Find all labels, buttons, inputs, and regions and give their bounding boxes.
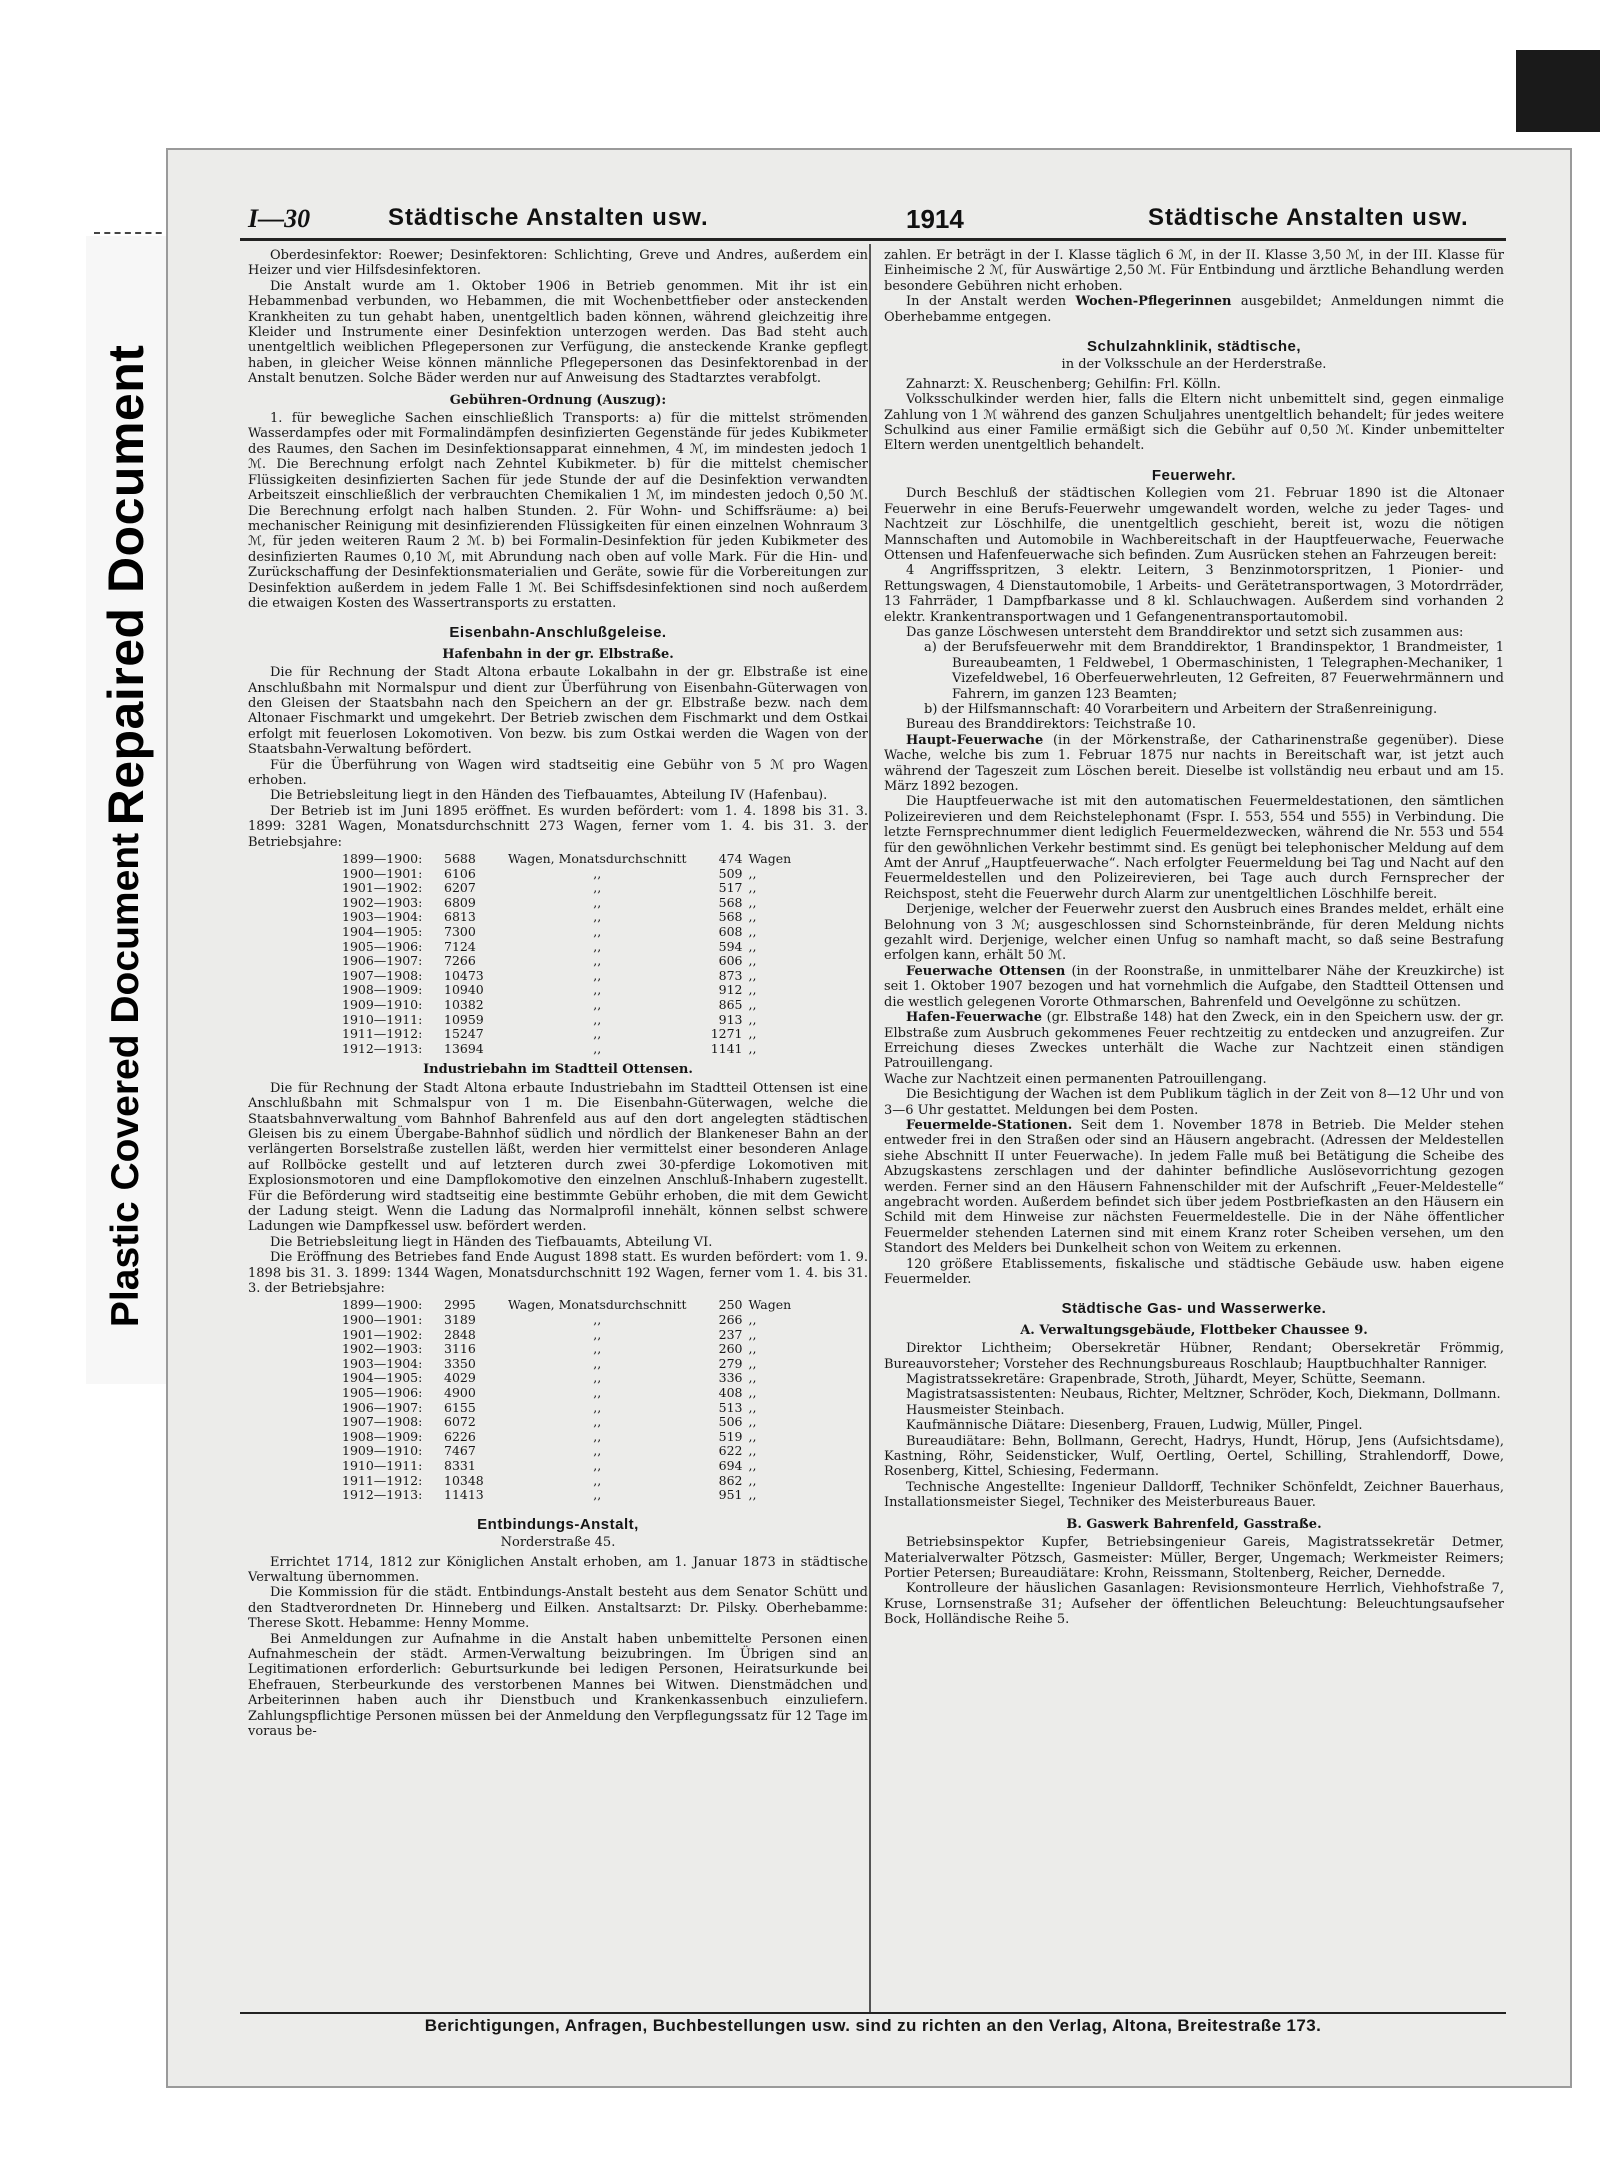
table-cell: 237 [718, 1326, 743, 1342]
paragraph: Hausmeister Steinbach. [906, 1402, 1065, 1418]
table-cell: ,, [748, 967, 757, 983]
year-label: 1914 [906, 204, 964, 234]
section-subheading: A. Verwaltungsgebäude, Flottbeker Chaussee 9. [1020, 1322, 1368, 1338]
table-cell: 6207 [444, 880, 476, 896]
table-cell: 13694 [444, 1040, 484, 1056]
paragraph: 4 Angriffsspritzen, 3 elektr. Leitern, 3 Benzinmotorspritzen, 1 Pionier- und Rettungswagen, 4 Dienstautomobile, 1 Arbeits- und Gerätetransportwagen, 3 Motordrräder, 13 Fahrräder, 1 Dampfbarkasse und 8 kl. Schlauchwagen. Außerdem sind vorhanden 2 elektr. Krankentransportwagen und 1 Gefangenentransportautomobil. [884, 563, 1504, 625]
table-cell: ,, [748, 1355, 757, 1371]
table-cell: ,, [593, 967, 602, 983]
table-cell: Wagen [748, 1297, 792, 1313]
table-cell: 1903—1904: [342, 909, 423, 925]
paragraph: Technische Angestellte: Ingenieur Dalldorff, Techniker Schönfeldt, Zeichner Bauerhaus, Installationsmeister Siegel, Techniker des Meisterbureaus Bauer. [884, 1479, 1504, 1511]
table-cell: 4900 [444, 1385, 476, 1400]
plastic-covered-document-label: Plastic Covered Document [104, 832, 147, 1328]
table-cell: 1912—1913: [342, 1487, 423, 1503]
text-run: (in der Mörkenstraße, der Catharinenstraße gegenüber). Diese Wache, welche bis zum 1. Februar 1875 nur nachts in Bereitschaft war, ist jetzt auch während der Tageszeit zum Löschen bereit. Dieselbe ist vollständig neu erbaut und am 15. März 1892 bezogen. [884, 732, 1504, 794]
table-cell: 1900—1901: [342, 865, 423, 881]
table-row [342, 1488, 797, 1503]
table-row [342, 1444, 797, 1459]
table-cell: 1901—1902: [342, 1326, 423, 1342]
table-cell: 951 [718, 1487, 743, 1503]
scanner-background-corner [1516, 50, 1600, 132]
paragraph: Zahnarzt: X. Reuschenberg; Gehilfin: Frl. Kölln. [906, 376, 1221, 392]
table-row [342, 1328, 797, 1343]
table-cell: 279 [718, 1355, 743, 1371]
table-row [342, 1357, 797, 1372]
paragraph: Bei Anmeldungen zur Aufnahme in die Anstalt haben unbemittelte Personen einen Aufnahmeschein der städt. Armen-Verwaltung beizubringen. Im Übrigen sind an Legitimationen erforderlich: Geburtsurkunde bei ledigen Personen, Heiratsurkunde bei Ehefrauen, Sterbeurkunde des verstorbenen Mannes bei Witwen. Dienstmädchen und Arbeiterinnen haben auch ihr Dienstbuch und Krankenkassenbuch einzuliefern. Zahlungspflichtige Personen müssen bei der Anmeldung den Verpflegungssatz für 12 Tage im voraus be- [248, 1631, 868, 1740]
table-cell: 1910—1911: [342, 1011, 423, 1027]
table-cell: 1899—1900: [342, 851, 423, 867]
table-row [342, 1342, 797, 1357]
table-cell: 6072 [444, 1414, 476, 1430]
bold-term: Wochen-Pflegerinnen [1075, 294, 1232, 310]
section-subheading: Industriebahn im Stadtteil Ottensen. [423, 1062, 693, 1078]
paragraph: Die Besichtigung der Wachen ist dem Publikum täglich in der Zeit von 8—12 Uhr und von 3—6 Uhr gestattet. Meldungen bei dem Posten. [884, 1087, 1504, 1118]
table-cell: 408 [718, 1385, 743, 1400]
table-cell: ,, [593, 938, 602, 954]
table-cell: ,, [593, 1040, 602, 1056]
table-cell: 513 [718, 1399, 743, 1415]
paragraph: Magistratsassistenten: Neubaus, Richter, Meltzner, Schröder, Koch, Diekmann, Dollmann. [906, 1387, 1501, 1403]
table-cell: ,, [593, 909, 602, 925]
paragraph: Kaufmännische Diätare: Diesenberg, Frauen, Ludwig, Müller, Pingel. [906, 1418, 1363, 1434]
table-cell: 10348 [444, 1472, 484, 1488]
text-run: Seit dem 1. November 1878 in Betrieb. Die Melder stehen entweder frei in den Straßen oder sind an Häusern angebracht. (Adressen der Meldestellen siehe Abschnitt II unter Feuerwache). In jedem Falle muß bei Betätigung die Scheibe des Abzugskastens zerschlagen und der dahinter befindliche Auslösevorrichtung gezogen werden. Ferner sind an den Häusern Fahnenschilder mit der Aufschrift „Feuer-Meldestelle“ angebracht worden. Außerdem befindet sich über jedem Postbriefkasten an den Häusern ein Schild mit dem Hinweise zur nächsten Feuermeldestelle. Die in der Nähe öffentlicher Feuermelder stehenden Laternen sind mit einem Kranz roter Scheiben versehen, um den Standort des Melders bei Dunkelheit schon von Weitem zu erkennen. [884, 1117, 1504, 1257]
table-row [342, 896, 797, 911]
list-item: a) der Berufsfeuerwehr mit dem Branddirektor, 1 Brandinspektor, 1 Brandmeister, 1 Bureaubeamten, 1 Feldwebel, 1 Obermaschinisten, 1 Telegraphen-Mechaniker, 1 Vizefeldwebel, 16 Oberfeuerwehrleuten, 12 Gefreiten, 87 Feuerwehrmännern und Fahrern, im ganzen 123 Beamten; [924, 640, 1504, 702]
table-cell: ,, [748, 1326, 757, 1342]
table-cell: 606 [718, 953, 743, 969]
table-cell: 6809 [444, 894, 476, 910]
paragraph: Wache zur Nachtzeit einen permanenten Patrouillengang. [884, 1071, 1267, 1087]
table-cell: 336 [718, 1370, 743, 1386]
table-cell: 506 [718, 1414, 743, 1430]
table-cell: 1909—1910: [342, 996, 423, 1012]
table-cell: ,, [748, 1472, 757, 1488]
table-cell: 1912—1913: [342, 1040, 423, 1056]
table-cell: ,, [593, 1399, 602, 1415]
table-cell: ,, [593, 1370, 602, 1386]
paragraph: Derjenige, welcher der Feuerwehr zuerst den Ausbruch eines Brandes meldet, erhält eine Belohnung von 3 ℳ; ausgeschlossen sind Schornsteinbrände, für deren Meldung nichts gezahlt wird. Derjenige, welcher einen Unfug so namhaft macht, so daß seine Bestrafung erfolgen kann, erhält 50 ℳ. [884, 902, 1504, 964]
text-run: In der Anstalt werden [906, 294, 1076, 310]
paragraph: Oberdesinfektor: Roewer; Desinfektoren: Schlichting, Greve und Andres, außerdem ein Heizer und vier Hilfsdesinfektoren. [248, 248, 868, 279]
table-cell: 509 [718, 865, 743, 881]
paragraph: 120 größere Etablissements, fiskalische und städtische Gebäude usw. haben eigene Feuermelder. [884, 1256, 1504, 1287]
paragraph: Bureau des Branddirektors: Teichstraße 10. [906, 717, 1197, 733]
table-cell: 1909—1910: [342, 1443, 423, 1459]
table-cell: 6106 [444, 865, 476, 881]
table-cell: ,, [593, 1312, 602, 1328]
table-cell: 11413 [444, 1487, 484, 1503]
table-cell: ,, [748, 1026, 757, 1042]
table-cell: ,, [593, 996, 602, 1012]
table-row [342, 1042, 797, 1057]
paragraph: Die Anstalt wurde am 1. Oktober 1906 in Betrieb genommen. Mit ihr ist ein Hebammenbad verbunden, wo Hebammen, die mit Wochenbettfieber oder ansteckenden Krankheiten zu tun gehabt haben, unentgeltlich baden können, während gleichzeitig ihre Kleider und Instrumente einer Desinfektion unterzogen werden. Das Bad steht auch unentgeltlich weiblichen Pflegepersonen zur Verfügung, die ansteckende Kranke gepflegt haben, in gleicher Weise können männliche Pflegepersonen das Desinfektorenbad in der Anstalt benutzen. Solche Bäder werden nur auf Anweisung des Stadtarztes verabfolgt. [248, 278, 868, 387]
paragraph: Für die Überführung von Wagen wird stadtseitig eine Gebühr von 5 ℳ pro Wagen erhoben. [248, 757, 868, 788]
list-item: b) der Hilfsmannschaft: 40 Vorarbeitern und Arbeitern der Straßenreinigung. [924, 701, 1438, 717]
table-cell: ,, [593, 982, 602, 998]
table-cell: 4029 [444, 1370, 476, 1386]
table-cell: ,, [748, 924, 757, 939]
table-cell: Wagen [748, 851, 792, 867]
section-subheading: Hafenbahn in der gr. Elbstraße. [442, 646, 674, 662]
bold-term: Haupt-Feuerwache [906, 732, 1044, 748]
table-cell: 1906—1907: [342, 953, 423, 969]
industriebahn-statistics-table [342, 1298, 797, 1502]
table-cell: Wagen, Monatsdurchschnitt [508, 851, 687, 867]
table-cell: ,, [593, 1414, 602, 1430]
paragraph: Magistratssekretäre: Grapenbrade, Stroth, Jühardt, Meyer, Schütte, Seemann. [906, 1372, 1426, 1388]
table-cell: 250 [718, 1297, 743, 1313]
table-row [342, 1459, 797, 1474]
table-cell: 1911—1912: [342, 1026, 423, 1042]
table-cell: 1271 [710, 1026, 743, 1042]
table-cell: ,, [748, 1370, 757, 1386]
paragraph: Die Eröffnung des Betriebes fand Ende August 1898 statt. Es wurden befördert: vom 1. 9. 1898 bis 31. 3. 1899: 1344 Wagen, Monatsdurchschnitt 192 Wagen, ferner vom 1. 4. bis 31. 3. der Betriebsjahre: [248, 1250, 868, 1297]
table-cell: ,, [748, 996, 757, 1012]
label-divider [94, 232, 172, 234]
table-cell: ,, [748, 1428, 757, 1444]
table-row [342, 881, 797, 896]
paragraph: Der Betrieb ist im Juni 1895 eröffnet. Es wurden befördert: vom 1. 4. 1898 bis 31. 3. 1899: 3281 Wagen, Monatsdurchschnitt 273 Wagen, ferner vom 1. 4. bis 31. 3. der Betriebsjahre: [248, 803, 868, 850]
section-heading: Schulzahnklinik, städtische, [1086, 338, 1302, 356]
section-heading: Städtische Gas- und Wasserwerke. [1061, 1300, 1327, 1318]
table-cell: 2995 [444, 1297, 476, 1313]
section-heading: Eisenbahn-Anschlußgeleise. [449, 624, 667, 642]
paragraph [884, 1010, 1504, 1072]
paragraph [884, 294, 1504, 325]
table-cell: ,, [593, 1326, 602, 1342]
table-cell: 10959 [444, 1011, 484, 1027]
paragraph: Die Kommission für die städt. Entbindungs-Anstalt besteht aus dem Senator Schütt und den Stadtverordneten Dr. Hinneberg und Eilken. Anstaltsarzt: Dr. Pilsky. Oberhebamme: Therese Skott. Hebamme: Henny Momme. [248, 1585, 868, 1632]
table-cell: 3116 [444, 1341, 476, 1357]
table-cell: 1908—1909: [342, 1428, 423, 1444]
table-cell: ,, [593, 1457, 602, 1473]
paragraph: Die Betriebsleitung liegt in den Händen des Tiefbauamtes, Abteilung IV (Hafenbau). [270, 788, 828, 804]
table-cell: 10473 [444, 967, 484, 983]
table-cell: 7266 [444, 953, 476, 969]
table-cell: ,, [593, 1443, 602, 1459]
table-cell: 568 [718, 909, 743, 925]
paragraph: Die Hauptfeuerwache ist mit den automatischen Feuermeldestationen, den sämtlichen Polizeirevieren und dem Reichstelephonamt (Fspr. I. 553, 554 und 555) in Verbindung. Die letzte Fernsprechnummer dient lediglich Feuermeldezwecken, während die Nr. 553 und 554 für den gewöhnlichen Verkehr bestimmt sind. Es genügt bei telephonischer Meldung auf dem Amt der Anruf „Hauptfeuerwache“. Nach erfolgter Feuermeldung bei Tag und Nacht auf den Feuermeldestellen und den Polizeirevieren, bei Tage auch durch Fernsprecher der Reichspost, steht die Feuerwehr durch Alarm zur unentgeltlichen Löschhilfe bereit. [884, 794, 1504, 902]
table-cell: 10382 [444, 996, 484, 1012]
running-title-right: Städtische Anstalten usw. [1148, 204, 1469, 231]
table-cell: 1901—1902: [342, 880, 423, 896]
table-cell: 6155 [444, 1399, 476, 1415]
section-address: Norderstraße 45. [500, 1535, 616, 1551]
table-cell: 1910—1911: [342, 1457, 423, 1473]
section-address: in der Volksschule an der Herderstraße. [1061, 357, 1327, 373]
table-cell: ,, [593, 880, 602, 896]
table-cell: 517 [718, 880, 743, 896]
table-cell: 3350 [444, 1355, 476, 1371]
table-cell: ,, [748, 1399, 757, 1415]
table-cell: ,, [748, 865, 757, 881]
repaired-document-label: Repaired Document [98, 344, 154, 826]
section-subheading: Gebühren-Ordnung (Auszug): [449, 392, 667, 408]
section-subheading: B. Gaswerk Bahrenfeld, Gasstraße. [1066, 1516, 1322, 1532]
table-row [342, 852, 797, 867]
table-cell: 912 [718, 982, 743, 998]
table-cell: 15247 [444, 1026, 484, 1042]
table-cell: ,, [593, 865, 602, 881]
table-cell: 7300 [444, 924, 476, 939]
left-column [248, 248, 868, 2008]
table-cell: 2848 [444, 1326, 476, 1342]
paragraph [884, 964, 1504, 1010]
table-cell: 1900—1901: [342, 1312, 423, 1328]
paragraph: Betriebsinspektor Kupfer, Betriebsingenieur Gareis, Magistratssekretär Detmer, Materialverwalter Pötzsch, Gasmeister: Müller, Berger, Ungemach; Werkmeister Reimers; Portier Petersen; Bureaudiätare: Krohn, Reissmann, Stoltenberg, Reicher, Dernedde. [884, 1535, 1504, 1581]
table-cell: 474 [718, 851, 743, 867]
paragraph: Direktor Lichtheim; Obersekretär Hübner, Rendant; Obersekretär Frömmig, Bureauvorsteher; Vorsteher des Rechnungsbureaus Roschlaub; Hauptbuchhalter Ranniger. [884, 1341, 1504, 1372]
table-cell: 260 [718, 1341, 743, 1357]
table-cell: ,, [593, 1011, 602, 1027]
table-cell: 1905—1906: [342, 938, 423, 954]
table-cell: ,, [748, 1414, 757, 1430]
staff-list [924, 640, 1504, 717]
table-cell: 865 [718, 996, 743, 1012]
paragraph: Das ganze Löschwesen untersteht dem Branddirektor und setzt sich zusammen aus: [906, 624, 1464, 640]
hafenbahn-statistics-table [342, 852, 797, 1056]
table-cell: 913 [718, 1011, 743, 1027]
table-row [342, 940, 797, 955]
running-title-left: Städtische Anstalten usw. [388, 204, 709, 231]
bold-term: Hafen-Feuerwache [906, 1010, 1043, 1026]
paragraph: 1. für bewegliche Sachen einschließlich Transports: a) für die mittelst strömenden Wasserdampfes oder mit Formalindämpfen desinfizierten Gegenstände für jedes Kubikmeter des Raumes, den Sachen im Desinfektionsapparat einnehmen, 4 ℳ, im mindesten jedoch 1 ℳ. Die Berechnung erfolgt nach Zehntel Kubikmeter. b) für die mittelst chemischer Flüssigkeiten desinfizierten Sachen für jede Stunde der auf die Desinfektion verwandten Arbeitszeit einschließlich der verbrauchten Chemikalien 1 ℳ, im mindesten jedoch 0,50 ℳ. Die Berechnung erfolgt nach halben Stunden. 2. Für Wohn- und Schiffsräume: a) bei mechanischer Reinigung mit desinfizierenden Flüssigkeiten für einen einzelnen Wohnraum 3 ℳ, für jeden weiteren Raum 2 ℳ. b) bei Formalin-Desinfektion für jeden Kubikmeter des desinfizierten Raumes 0,10 ℳ, mit Abrundung nach oben auf volle Mark. Für die Hin- und Zurückschaffung der Desinfektionsmaterialien und Geräte, sowie für die Vorbereitungen zur Desinfektion außerdem in jedem Falle 1 ℳ. Bei Schiffsdesinfektionen sind noch außerdem die etwaigen Kosten des Wassertransports zu erstatten. [248, 411, 868, 611]
table-cell: 7124 [444, 938, 476, 954]
text-run: (in der Roonstraße, in unmittelbarer Nähe der Kreuzkirche) ist seit 1. Oktober 1907 bezogen und hat vornehmlich die Aufgabe, den Stadtteil Ottensen und die westlich gelegenen Vororte Othmarschen, Bahrenfeld und Oevelgönne zu schützen. [884, 963, 1504, 1010]
table-cell: ,, [593, 1341, 602, 1357]
table-cell: 1906—1907: [342, 1399, 423, 1415]
bold-term: Feuerwache Ottensen [906, 963, 1066, 979]
table-row [342, 998, 797, 1013]
table-cell: 694 [718, 1457, 743, 1473]
table-cell: 862 [718, 1472, 743, 1488]
bold-term: Feuermelde-Stationen. [906, 1117, 1073, 1133]
section-heading: Feuerwehr. [1151, 466, 1237, 484]
table-cell: 3189 [444, 1312, 476, 1328]
table-cell: 1904—1905: [342, 1370, 423, 1386]
paragraph [884, 733, 1504, 795]
table-cell: ,, [593, 1026, 602, 1042]
table-cell: 1904—1905: [342, 924, 423, 939]
table-cell: 8331 [444, 1457, 476, 1473]
paragraph: Kontrolleure der häuslichen Gasanlagen: Revisionsmonteure Herrlich, Viehhofstraße 7, Kruse, Lornsenstraße 31; Aufseher der öffentlichen Beleuchtung: Beleuchtungsaufseher Bock, Holländische Reihe 5. [884, 1581, 1504, 1628]
table-row [342, 983, 797, 998]
table-cell: 1907—1908: [342, 1414, 423, 1430]
table-cell: ,, [748, 938, 757, 954]
table-cell: 594 [718, 938, 743, 954]
column-divider [869, 244, 871, 2012]
table-cell: ,, [748, 909, 757, 925]
table-cell: ,, [748, 953, 757, 969]
table-cell: 1899—1900: [342, 1297, 423, 1313]
paragraph: Die Betriebsleitung liegt in Händen des Tiefbauamts, Abteilung VI. [270, 1234, 713, 1250]
table-row [342, 1474, 797, 1489]
table-row [342, 1371, 797, 1386]
table-row [342, 1415, 797, 1430]
table-cell: 1905—1906: [342, 1385, 423, 1400]
table-cell: 519 [718, 1428, 743, 1444]
page-footer: Berichtigungen, Anfragen, Buchbestellungen usw. sind zu richten an den Verlag, Altona, Breitestraße 173. [424, 2016, 1322, 2035]
table-row [342, 954, 797, 969]
table-cell: 266 [718, 1312, 743, 1328]
table-cell: 7467 [444, 1443, 476, 1459]
text-run: ausgebildet; Anmeldungen nimmt die Oberhebamme entgegen. [884, 294, 1504, 325]
table-cell: 1902—1903: [342, 1341, 423, 1357]
footer-rule [240, 2012, 1506, 2014]
table-cell: 568 [718, 894, 743, 910]
table-row [342, 1386, 797, 1401]
table-cell: ,, [748, 880, 757, 896]
table-row [342, 1298, 797, 1313]
table-cell: ,, [748, 1457, 757, 1473]
table-cell: 608 [718, 924, 743, 939]
table-cell: ,, [593, 953, 602, 969]
paragraph: Errichtet 1714, 1812 zur Königlichen Anstalt erhoben, am 1. Januar 1873 in städtische Verwaltung übernommen. [248, 1554, 868, 1585]
table-row [342, 1313, 797, 1328]
paragraph: Durch Beschluß der städtischen Kollegien vom 21. Februar 1890 ist die Altonaer Feuerwehr in eine Berufs-Feuerwehr umgewandelt worden, welche zu jeder Tages- und Nachtzeit zur Löschhilfe, die unentgeltlich geschieht, bereit ist, wozu die nötigen Mannschaften und Automobile in Wachbereitschaft in der Hauptfeuerwache, Feuerwache Ottensen und Hafenfeuerwache sich befinden. Zum Ausrücken stehen an Fahrzeugen bereit: [884, 486, 1504, 563]
table-cell: 1907—1908: [342, 967, 423, 983]
table-cell: ,, [593, 1472, 602, 1488]
table-cell: ,, [748, 1040, 757, 1056]
table-cell: 1903—1904: [342, 1355, 423, 1371]
paragraph: Die für Rechnung der Stadt Altona erbaute Industriebahn im Stadtteil Ottensen ist eine Anschlußbahn mit Schmalspur von 1 m. Die Eisenbahn-Güterwagen, welche die Staatsbahnverwaltung vom Bahnhof Bahrenfeld aus auf den dort angelegten städtischen Gleisen bis zu einem Übergabe-Bahnhof südlich und nördlich der Blankeneser Bahn an der verlängerten Borselstraße zustellen läßt, werden hier vermittelst einer besonderen Anlage auf Rollböcke gestellt und auf letzteren durch zwei 30-pferdige Lokomotiven mit Explosionsmotoren und eine Dampflokomotive den einzelnen Anschluß-Inhabern zugestellt. Für die Beförderung wird stadtseitig eine bestimmte Gebühr erhoben, die mit dem Gewicht der Ladung steigt. Wenn die Ladung das Normalprofil innehält, können selbst schwere Ladungen wie Dampfkessel usw. befördert werden. [248, 1080, 868, 1235]
table-cell: 1902—1903: [342, 894, 423, 910]
table-cell: ,, [748, 1312, 757, 1328]
table-row [342, 969, 797, 984]
table-cell: ,, [593, 1428, 602, 1444]
table-cell: ,, [748, 1443, 757, 1459]
text-run: (gr. Elbstraße 148) hat den Zweck, ein in den Speichern usw. der gr. Elbstraße zum Ausbruch gekommenes Feuer rechtzeitig zu entdecken und anzugreifen. Zur Erreichung dieses Zweckes unterhält die Wache zur Nachtzeit einen ständigen Patrouillengang. [884, 1010, 1504, 1072]
table-row [342, 1027, 797, 1042]
header-rule [240, 238, 1506, 241]
right-column [884, 248, 1504, 2008]
table-cell: ,, [748, 894, 757, 910]
table-cell: 6226 [444, 1428, 476, 1444]
table-row [342, 925, 797, 940]
paragraph: Volksschulkinder werden hier, falls die Eltern nicht unbemittelt sind, gegen einmalige Zahlung von 1 ℳ während des ganzen Schuljahres unentgeltlich behandelt; für jedes weitere Schulkind aus einer Familie ermäßigt sich die Gebühr auf 0,50 ℳ. Kinder unbemittelter Eltern werden unentgeltlich behandelt. [884, 392, 1504, 454]
table-cell: 873 [718, 967, 743, 983]
table-cell: ,, [748, 1487, 757, 1503]
table-row [342, 910, 797, 925]
table-cell: 6813 [444, 909, 476, 925]
page-number: I—30 [248, 204, 311, 233]
table-cell: 1911—1912: [342, 1472, 423, 1488]
paragraph: Die für Rechnung der Stadt Altona erbaute Lokalbahn in der gr. Elbstraße ist eine Anschlußbahn mit Normalspur und dient zur Überführung von Eisenbahn-Güterwagen von den Gleisen der Staatsbahn nach den Speichern an der gr. Elbstraße bezw. nach dem Altonaer Fischmarkt und umgekehrt. Der Betrieb zwischen dem Fischmarkt und dem Ostkai erfolgt mit feuerlosen Lokomotiven. Von bezw. bis zum Ostkai werden die Wagen von der Staatsbahn-Verwaltung befördert. [248, 665, 868, 758]
table-cell: 622 [718, 1443, 743, 1459]
table-row [342, 1430, 797, 1445]
table-cell: ,, [748, 1011, 757, 1027]
paragraph: zahlen. Er beträgt in der I. Klasse täglich 6 ℳ, in der II. Klasse 3,50 ℳ, in der III. Klasse für Einheimische 2 ℳ, für Auswärtige 2,50 ℳ. Für Entbindung und ärztliche Behandlung werden besondere Gebühren nicht erhoben. [884, 248, 1504, 294]
table-cell: ,, [748, 1341, 757, 1357]
table-cell: ,, [593, 1355, 602, 1371]
table-cell: ,, [593, 1385, 602, 1400]
paragraph: Bureaudiätare: Behn, Bollmann, Gerecht, Hadrys, Hundt, Hörup, Jens (Aufsichtsdame), Kastning, Röhr, Seidensticker, Wulf, Oertling, Oertel, Schilling, Strahlendorff, Dowe, Rosenberg, Kittel, Schiesing, Federmann. [884, 1433, 1504, 1480]
table-cell: 10940 [444, 982, 484, 998]
scanned-page [166, 148, 1572, 2088]
table-row [342, 867, 797, 882]
table-row [342, 1013, 797, 1028]
table-cell: ,, [748, 1385, 757, 1400]
table-cell: 1141 [710, 1040, 743, 1056]
table-cell: ,, [593, 1487, 602, 1503]
paragraph [884, 1118, 1504, 1257]
table-cell: Wagen, Monatsdurchschnitt [508, 1297, 687, 1313]
table-cell: ,, [593, 924, 602, 939]
page-header [248, 204, 1498, 240]
table-cell: 1908—1909: [342, 982, 423, 998]
table-cell: ,, [748, 982, 757, 998]
section-heading: Entbindungs-Anstalt, [477, 1515, 639, 1533]
table-row [342, 1401, 797, 1416]
table-cell: 5688 [444, 851, 476, 867]
table-cell: ,, [593, 894, 602, 910]
